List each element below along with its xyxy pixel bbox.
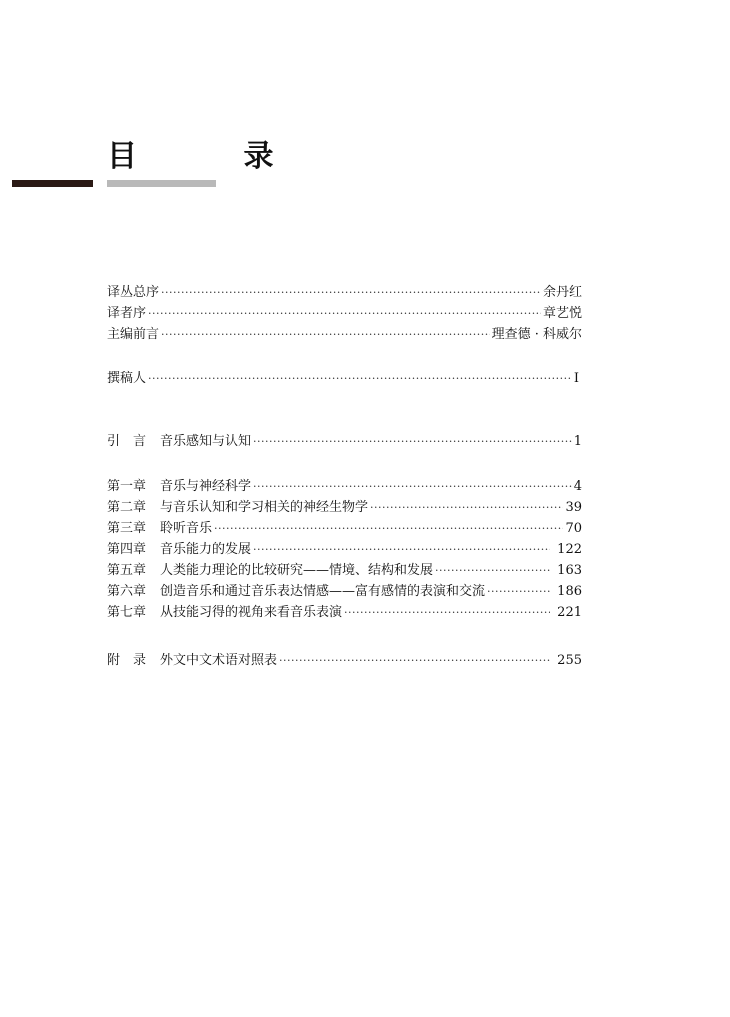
chapter-title: 外文中文术语对照表 bbox=[160, 653, 278, 668]
toc-entry[interactable] bbox=[107, 581, 582, 602]
toc-entry[interactable] bbox=[107, 368, 582, 389]
dot-leader bbox=[161, 282, 541, 303]
contributors-list bbox=[107, 368, 582, 389]
dot-leader bbox=[279, 650, 550, 671]
dot-leader bbox=[253, 476, 572, 497]
entry-page: 163 bbox=[557, 563, 582, 578]
toc-entry[interactable] bbox=[107, 602, 582, 623]
chapter-label: 第四章 bbox=[107, 542, 147, 557]
front-matter-list bbox=[107, 282, 582, 345]
entry-page: 186 bbox=[557, 584, 582, 599]
entry-page: 221 bbox=[557, 605, 582, 620]
dot-leader bbox=[435, 560, 550, 581]
chapter-title: 创造音乐和通过音乐表达情感——富有感情的表演和交流 bbox=[160, 584, 486, 599]
entry-label: 撰稿人 bbox=[107, 371, 147, 386]
title-rule-dark bbox=[12, 180, 93, 187]
dot-leader bbox=[253, 539, 550, 560]
chapter-title: 聆听音乐 bbox=[160, 521, 213, 536]
toc-entry[interactable] bbox=[107, 539, 582, 560]
entry-label: 译丛总序 bbox=[107, 285, 160, 300]
chapter-title: 音乐与神经科学 bbox=[160, 479, 252, 494]
chapter-title: 音乐感知与认知 bbox=[160, 434, 252, 449]
dot-leader bbox=[370, 497, 563, 518]
intro-list bbox=[107, 431, 582, 452]
chapter-label: 第二章 bbox=[107, 500, 147, 515]
entry-page: 255 bbox=[557, 653, 582, 668]
chapter-title: 从技能习得的视角来看音乐表演 bbox=[160, 605, 343, 620]
toc-entry[interactable] bbox=[107, 431, 582, 452]
dot-leader bbox=[344, 602, 550, 623]
chapter-title: 人类能力理论的比较研究——情境、结构和发展 bbox=[160, 563, 434, 578]
entry-page: 39 bbox=[565, 500, 582, 515]
entry-page: I bbox=[573, 371, 579, 386]
entry-label: 译者序 bbox=[107, 306, 147, 321]
toc-entry[interactable] bbox=[107, 518, 582, 539]
dot-leader bbox=[214, 518, 563, 539]
appendix-list bbox=[107, 650, 582, 671]
chapter-label: 引 言 bbox=[107, 434, 147, 449]
chapter-title: 音乐能力的发展 bbox=[160, 542, 252, 557]
dot-leader bbox=[148, 303, 541, 324]
entry-page: 122 bbox=[557, 542, 582, 557]
chapter-label: 第六章 bbox=[107, 584, 147, 599]
entry-page: 70 bbox=[565, 521, 582, 536]
toc-entry[interactable] bbox=[107, 650, 582, 671]
toc-entry[interactable] bbox=[107, 497, 582, 518]
entry-author: 理查德 · 科威尔 bbox=[491, 327, 582, 342]
dot-leader bbox=[253, 431, 572, 452]
chapter-title: 与音乐认知和学习相关的神经生物学 bbox=[160, 500, 369, 515]
entry-page: 4 bbox=[573, 479, 582, 494]
entry-label: 主编前言 bbox=[107, 327, 160, 342]
toc-entry[interactable] bbox=[107, 303, 582, 324]
chapter-label: 第三章 bbox=[107, 521, 147, 536]
chapter-label: 附 录 bbox=[107, 653, 147, 668]
page-title: 目 录 bbox=[107, 139, 322, 174]
toc-entry[interactable] bbox=[107, 324, 582, 345]
toc-entry[interactable] bbox=[107, 282, 582, 303]
chapter-label: 第七章 bbox=[107, 605, 147, 620]
dot-leader bbox=[148, 368, 572, 389]
chapter-label: 第五章 bbox=[107, 563, 147, 578]
chapters-list bbox=[107, 476, 582, 623]
entry-author: 余丹红 bbox=[542, 285, 582, 300]
entry-author: 章艺悦 bbox=[542, 306, 582, 321]
title-rule-gray bbox=[107, 180, 216, 187]
entry-page: 1 bbox=[573, 434, 582, 449]
dot-leader bbox=[161, 324, 490, 345]
toc-entry[interactable] bbox=[107, 560, 582, 581]
toc-entry[interactable] bbox=[107, 476, 582, 497]
chapter-label: 第一章 bbox=[107, 479, 147, 494]
dot-leader bbox=[487, 581, 550, 602]
